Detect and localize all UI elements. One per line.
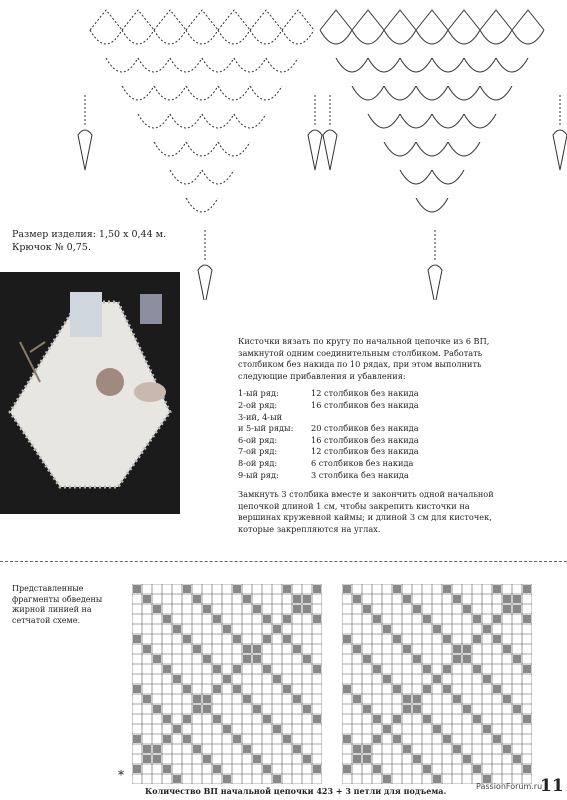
instructions: [238, 336, 508, 536]
hook-text: Крючок № 0,75.: [12, 242, 91, 253]
note-text: Представленные фрагменты обведены жирной линией на сетчатой схеме.: [12, 584, 103, 625]
size-text: Размер изделия: 1,50 x 0,44 м.: [12, 229, 167, 240]
intro-text: Кисточки вязать по кругу по начальной цепочке из 6 ВП, замкнутой одним соединительным столбиком. Работать столбиком без накида по 10 рядах, при этом выполнить следующие прибавления и убавления:: [238, 336, 490, 381]
list-item: и 5-ый ряды: 20 столбиков без накида: [238, 423, 419, 434]
watermark: PassionForum.ru: [476, 782, 543, 791]
size-info: [12, 228, 166, 254]
asterisk: *: [118, 768, 124, 782]
list-item: 9-ый ряд: 3 столбика без накида: [238, 469, 409, 480]
crochet-diagram: [70, 0, 567, 300]
page-number: 11: [540, 776, 564, 796]
list-item: 8-ой ряд: 6 столбиков без накида: [238, 457, 414, 468]
product-photo: [0, 272, 180, 514]
list-item: 3-ий, 4-ый: [238, 411, 283, 422]
final-text: Замкнуть 3 столбика вместе и закончить одной начальной цепочкой длиной 1 см, чтобы закрепить кисточки на вершинах кружевной каймы; и длиной 3 см для кисточек, которые закрепляются на углах.: [238, 489, 494, 534]
filet-chart-left: [132, 584, 322, 784]
rows-list: [238, 388, 508, 481]
list-item: 2-ой ряд: 16 столбиков без накида: [238, 399, 419, 410]
chain-count-caption: Количество ВП начальной цепочки 423 + 3 петли для подъема.: [145, 786, 447, 796]
filet-chart-right: [342, 584, 532, 784]
list-item: 6-ой ряд: 16 столбиков без накида: [238, 434, 419, 445]
divider: [0, 561, 567, 562]
list-item: 7-ой ряд: 12 столбиков без накида: [238, 446, 419, 457]
list-item: 1-ый ряд: 12 столбиков без накида: [238, 388, 419, 399]
